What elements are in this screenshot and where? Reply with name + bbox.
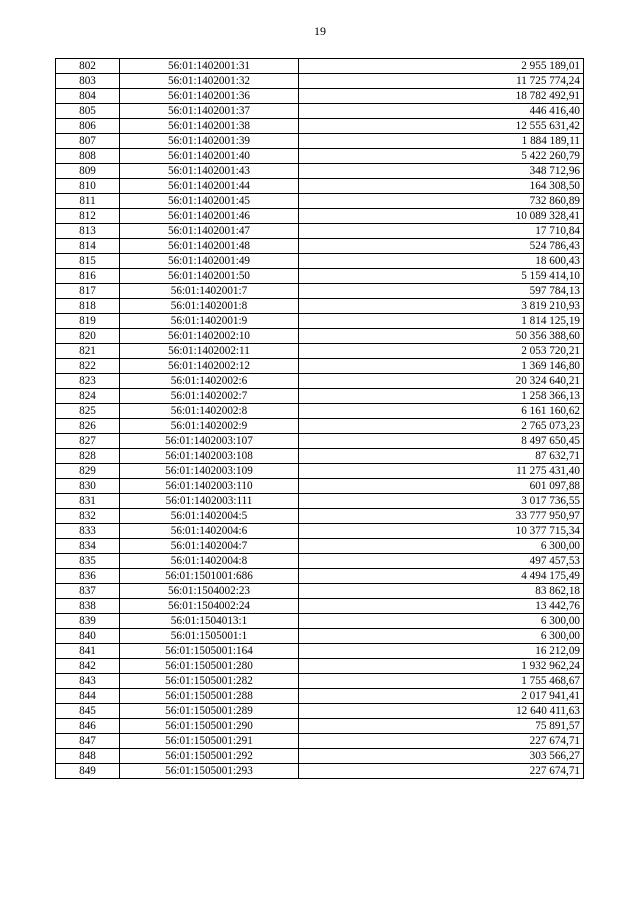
cadastral-number: 56:01:1504002:23 bbox=[120, 584, 299, 599]
row-number: 818 bbox=[56, 299, 120, 314]
table-row bbox=[56, 224, 584, 239]
cadastral-number: 56:01:1402001:40 bbox=[120, 149, 299, 164]
table-row bbox=[56, 74, 584, 89]
table-row bbox=[56, 674, 584, 689]
cadastral-value: 2 017 941,41 bbox=[299, 689, 584, 704]
row-number: 833 bbox=[56, 524, 120, 539]
cadastral-value: 10 377 715,34 bbox=[299, 524, 584, 539]
cadastral-number: 56:01:1402001:37 bbox=[120, 104, 299, 119]
cadastral-value: 18 782 492,91 bbox=[299, 89, 584, 104]
table-row bbox=[56, 614, 584, 629]
cadastral-number: 56:01:1505001:282 bbox=[120, 674, 299, 689]
table-row bbox=[56, 389, 584, 404]
cadastral-number: 56:01:1505001:291 bbox=[120, 734, 299, 749]
cadastral-value: 33 777 950,97 bbox=[299, 509, 584, 524]
cadastral-number: 56:01:1402001:8 bbox=[120, 299, 299, 314]
cadastral-number: 56:01:1402001:48 bbox=[120, 239, 299, 254]
row-number: 810 bbox=[56, 179, 120, 194]
row-number: 831 bbox=[56, 494, 120, 509]
row-number: 828 bbox=[56, 449, 120, 464]
cadastral-number: 56:01:1402003:111 bbox=[120, 494, 299, 509]
cadastral-value: 1 258 366,13 bbox=[299, 389, 584, 404]
cadastral-number: 56:01:1402001:47 bbox=[120, 224, 299, 239]
row-number: 806 bbox=[56, 119, 120, 134]
row-number: 846 bbox=[56, 719, 120, 734]
cadastral-number: 56:01:1402002:12 bbox=[120, 359, 299, 374]
table-row bbox=[56, 734, 584, 749]
row-number: 843 bbox=[56, 674, 120, 689]
cadastral-number: 56:01:1402001:46 bbox=[120, 209, 299, 224]
cadastral-number: 56:01:1402001:45 bbox=[120, 194, 299, 209]
row-number: 812 bbox=[56, 209, 120, 224]
table-row bbox=[56, 419, 584, 434]
cadastral-number: 56:01:1505001:290 bbox=[120, 719, 299, 734]
row-number: 821 bbox=[56, 344, 120, 359]
cadastral-value: 227 674,71 bbox=[299, 764, 584, 779]
cadastral-value: 11 725 774,24 bbox=[299, 74, 584, 89]
cadastral-number: 56:01:1505001:164 bbox=[120, 644, 299, 659]
table-row bbox=[56, 239, 584, 254]
row-number: 838 bbox=[56, 599, 120, 614]
table-row bbox=[56, 479, 584, 494]
table-row bbox=[56, 104, 584, 119]
table-row bbox=[56, 374, 584, 389]
row-number: 819 bbox=[56, 314, 120, 329]
table-row bbox=[56, 209, 584, 224]
table-row bbox=[56, 659, 584, 674]
row-number: 827 bbox=[56, 434, 120, 449]
cadastral-value: 6 300,00 bbox=[299, 614, 584, 629]
cadastral-number: 56:01:1505001:289 bbox=[120, 704, 299, 719]
cadastral-value: 1 755 468,67 bbox=[299, 674, 584, 689]
cadastral-value: 87 632,71 bbox=[299, 449, 584, 464]
cadastral-number: 56:01:1402004:6 bbox=[120, 524, 299, 539]
row-number: 807 bbox=[56, 134, 120, 149]
cadastral-value: 348 712,96 bbox=[299, 164, 584, 179]
cadastral-value: 12 555 631,42 bbox=[299, 119, 584, 134]
cadastral-value: 16 212,09 bbox=[299, 644, 584, 659]
table-row bbox=[56, 434, 584, 449]
row-number: 848 bbox=[56, 749, 120, 764]
cadastral-number: 56:01:1505001:293 bbox=[120, 764, 299, 779]
cadastral-value: 1 369 146,80 bbox=[299, 359, 584, 374]
cadastral-value: 8 497 650,45 bbox=[299, 434, 584, 449]
table-row bbox=[56, 194, 584, 209]
cadastral-number: 56:01:1505001:280 bbox=[120, 659, 299, 674]
row-number: 832 bbox=[56, 509, 120, 524]
cadastral-number: 56:01:1505001:292 bbox=[120, 749, 299, 764]
row-number: 824 bbox=[56, 389, 120, 404]
table-row bbox=[56, 464, 584, 479]
cadastral-value: 10 089 328,41 bbox=[299, 209, 584, 224]
cadastral-value: 13 442,76 bbox=[299, 599, 584, 614]
row-number: 834 bbox=[56, 539, 120, 554]
cadastral-value: 5 159 414,10 bbox=[299, 269, 584, 284]
cadastral-value: 524 786,43 bbox=[299, 239, 584, 254]
cadastral-value-table bbox=[55, 58, 584, 779]
cadastral-number: 56:01:1402001:32 bbox=[120, 74, 299, 89]
cadastral-value: 3 017 736,55 bbox=[299, 494, 584, 509]
page-number: 19 bbox=[314, 24, 326, 38]
cadastral-value: 83 862,18 bbox=[299, 584, 584, 599]
table-row bbox=[56, 299, 584, 314]
table-row bbox=[56, 494, 584, 509]
row-number: 814 bbox=[56, 239, 120, 254]
cadastral-number: 56:01:1402001:38 bbox=[120, 119, 299, 134]
row-number: 847 bbox=[56, 734, 120, 749]
row-number: 813 bbox=[56, 224, 120, 239]
cadastral-number: 56:01:1402004:8 bbox=[120, 554, 299, 569]
cadastral-number: 56:01:1402001:44 bbox=[120, 179, 299, 194]
table-row bbox=[56, 704, 584, 719]
table-row bbox=[56, 119, 584, 134]
row-number: 808 bbox=[56, 149, 120, 164]
row-number: 802 bbox=[56, 59, 120, 74]
cadastral-number: 56:01:1402001:7 bbox=[120, 284, 299, 299]
cadastral-value: 11 275 431,40 bbox=[299, 464, 584, 479]
cadastral-value: 4 494 175,49 bbox=[299, 569, 584, 584]
cadastral-value: 446 416,40 bbox=[299, 104, 584, 119]
row-number: 835 bbox=[56, 554, 120, 569]
table-row bbox=[56, 584, 584, 599]
row-number: 817 bbox=[56, 284, 120, 299]
table-body bbox=[56, 59, 584, 779]
row-number: 830 bbox=[56, 479, 120, 494]
cadastral-number: 56:01:1501001:686 bbox=[120, 569, 299, 584]
row-number: 804 bbox=[56, 89, 120, 104]
table-row bbox=[56, 59, 584, 74]
cadastral-value: 164 308,50 bbox=[299, 179, 584, 194]
cadastral-value: 18 600,43 bbox=[299, 254, 584, 269]
table-row bbox=[56, 509, 584, 524]
cadastral-number: 56:01:1505001:1 bbox=[120, 629, 299, 644]
table-row bbox=[56, 89, 584, 104]
cadastral-number: 56:01:1402002:8 bbox=[120, 404, 299, 419]
cadastral-number: 56:01:1402001:31 bbox=[120, 59, 299, 74]
table-row bbox=[56, 569, 584, 584]
row-number: 841 bbox=[56, 644, 120, 659]
row-number: 805 bbox=[56, 104, 120, 119]
cadastral-number: 56:01:1504002:24 bbox=[120, 599, 299, 614]
row-number: 803 bbox=[56, 74, 120, 89]
cadastral-value: 497 457,53 bbox=[299, 554, 584, 569]
cadastral-value: 20 324 640,21 bbox=[299, 374, 584, 389]
row-number: 842 bbox=[56, 659, 120, 674]
cadastral-number: 56:01:1402001:9 bbox=[120, 314, 299, 329]
cadastral-number: 56:01:1402001:49 bbox=[120, 254, 299, 269]
cadastral-value: 732 860,89 bbox=[299, 194, 584, 209]
table-row bbox=[56, 554, 584, 569]
table-row bbox=[56, 524, 584, 539]
row-number: 811 bbox=[56, 194, 120, 209]
cadastral-value: 5 422 260,79 bbox=[299, 149, 584, 164]
cadastral-value: 2 955 189,01 bbox=[299, 59, 584, 74]
row-number: 829 bbox=[56, 464, 120, 479]
cadastral-number: 56:01:1402002:9 bbox=[120, 419, 299, 434]
table-row bbox=[56, 719, 584, 734]
table-row bbox=[56, 134, 584, 149]
row-number: 837 bbox=[56, 584, 120, 599]
table-row bbox=[56, 314, 584, 329]
table-row bbox=[56, 149, 584, 164]
cadastral-number: 56:01:1505001:288 bbox=[120, 689, 299, 704]
cadastral-value: 2 053 720,21 bbox=[299, 344, 584, 359]
row-number: 840 bbox=[56, 629, 120, 644]
row-number: 816 bbox=[56, 269, 120, 284]
table-row bbox=[56, 329, 584, 344]
cadastral-value: 2 765 073,23 bbox=[299, 419, 584, 434]
cadastral-number: 56:01:1402001:43 bbox=[120, 164, 299, 179]
cadastral-number: 56:01:1402002:10 bbox=[120, 329, 299, 344]
table-row bbox=[56, 404, 584, 419]
cadastral-value: 227 674,71 bbox=[299, 734, 584, 749]
cadastral-number: 56:01:1402003:110 bbox=[120, 479, 299, 494]
cadastral-value: 50 356 388,60 bbox=[299, 329, 584, 344]
cadastral-value: 6 300,00 bbox=[299, 539, 584, 554]
table-row bbox=[56, 644, 584, 659]
cadastral-number: 56:01:1402003:108 bbox=[120, 449, 299, 464]
row-number: 822 bbox=[56, 359, 120, 374]
cadastral-value: 6 300,00 bbox=[299, 629, 584, 644]
cadastral-value: 1 932 962,24 bbox=[299, 659, 584, 674]
table-row bbox=[56, 764, 584, 779]
cadastral-value: 3 819 210,93 bbox=[299, 299, 584, 314]
row-number: 825 bbox=[56, 404, 120, 419]
cadastral-value: 601 097,88 bbox=[299, 479, 584, 494]
row-number: 826 bbox=[56, 419, 120, 434]
row-number: 809 bbox=[56, 164, 120, 179]
table-row bbox=[56, 599, 584, 614]
cadastral-number: 56:01:1402003:109 bbox=[120, 464, 299, 479]
cadastral-number: 56:01:1402003:107 bbox=[120, 434, 299, 449]
cadastral-number: 56:01:1402004:7 bbox=[120, 539, 299, 554]
cadastral-number: 56:01:1402002:11 bbox=[120, 344, 299, 359]
table-row bbox=[56, 284, 584, 299]
table-row bbox=[56, 344, 584, 359]
row-number: 823 bbox=[56, 374, 120, 389]
cadastral-value: 1 884 189,11 bbox=[299, 134, 584, 149]
cadastral-value: 1 814 125,19 bbox=[299, 314, 584, 329]
table-row bbox=[56, 164, 584, 179]
cadastral-value: 17 710,84 bbox=[299, 224, 584, 239]
cadastral-value: 303 566,27 bbox=[299, 749, 584, 764]
cadastral-number: 56:01:1402001:50 bbox=[120, 269, 299, 284]
row-number: 820 bbox=[56, 329, 120, 344]
cadastral-value: 75 891,57 bbox=[299, 719, 584, 734]
cadastral-number: 56:01:1504013:1 bbox=[120, 614, 299, 629]
row-number: 815 bbox=[56, 254, 120, 269]
table-row bbox=[56, 629, 584, 644]
cadastral-value: 597 784,13 bbox=[299, 284, 584, 299]
row-number: 849 bbox=[56, 764, 120, 779]
row-number: 839 bbox=[56, 614, 120, 629]
table-row bbox=[56, 254, 584, 269]
cadastral-number: 56:01:1402002:6 bbox=[120, 374, 299, 389]
cadastral-number: 56:01:1402001:36 bbox=[120, 89, 299, 104]
table-row bbox=[56, 179, 584, 194]
cadastral-number: 56:01:1402004:5 bbox=[120, 509, 299, 524]
table-row bbox=[56, 539, 584, 554]
table-row bbox=[56, 689, 584, 704]
table-row bbox=[56, 749, 584, 764]
cadastral-number: 56:01:1402002:7 bbox=[120, 389, 299, 404]
cadastral-value: 12 640 411,63 bbox=[299, 704, 584, 719]
table-row bbox=[56, 359, 584, 374]
table-row bbox=[56, 449, 584, 464]
cadastral-number: 56:01:1402001:39 bbox=[120, 134, 299, 149]
table-row bbox=[56, 269, 584, 284]
row-number: 844 bbox=[56, 689, 120, 704]
row-number: 836 bbox=[56, 569, 120, 584]
row-number: 845 bbox=[56, 704, 120, 719]
cadastral-value: 6 161 160,62 bbox=[299, 404, 584, 419]
